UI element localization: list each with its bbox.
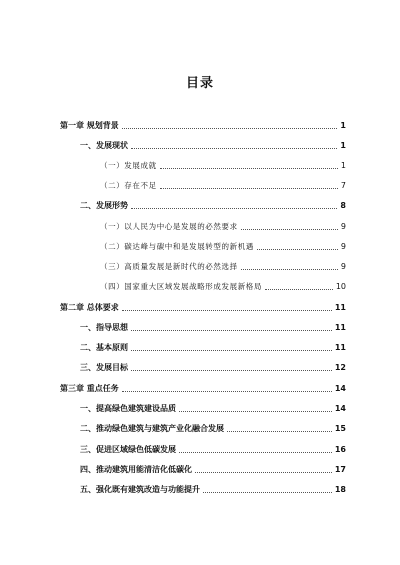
toc-dot-leader	[203, 492, 332, 493]
toc-page-number: 7	[340, 181, 346, 190]
toc-entry-label: （一）发展成就	[100, 161, 157, 170]
toc-dot-leader	[179, 452, 332, 453]
toc-entry-label: 第二章 总体要求	[60, 303, 119, 312]
toc-entry[interactable]	[80, 462, 346, 476]
toc-dot-leader	[131, 208, 337, 209]
toc-entry[interactable]	[100, 259, 346, 273]
toc-dot-leader	[131, 330, 332, 331]
toc-entry[interactable]	[80, 360, 346, 374]
toc-entry-label: 二、推动绿色建筑与建筑产业化融合发展	[80, 424, 224, 433]
toc-page-number: 1	[340, 141, 346, 150]
toc-dot-leader	[122, 310, 332, 311]
toc-entry-label: 三、促进区域绿色低碳发展	[80, 445, 176, 454]
toc-entry-label: （四）国家重大区域发展战略形成发展新格局	[100, 282, 262, 291]
toc-title: 目录	[185, 76, 214, 91]
toc-dot-leader	[122, 391, 332, 392]
toc-page-number: 17	[334, 465, 346, 474]
toc-entry[interactable]	[80, 421, 346, 435]
toc-page-number: 11	[334, 303, 346, 312]
toc-page-number: 9	[340, 262, 346, 271]
toc-entry-label: 一、提高绿色建筑建设品质	[80, 404, 176, 413]
toc-dot-leader	[265, 289, 333, 290]
toc-entry[interactable]	[80, 401, 346, 415]
toc-dot-leader	[131, 350, 332, 351]
toc-entry-label: 二、发展形势	[80, 201, 128, 210]
toc-entry[interactable]	[80, 482, 346, 496]
toc-entry-label: （二）碳达峰与碳中和是发展转型的新机遇	[100, 242, 254, 251]
toc-page-number: 12	[334, 363, 346, 372]
toc-dot-leader	[131, 148, 337, 149]
toc-entry-label: 三、发展目标	[80, 363, 128, 372]
toc-entry[interactable]	[100, 158, 346, 172]
toc-page-number: 10	[335, 282, 346, 291]
toc-dot-leader	[160, 168, 338, 169]
toc-entry[interactable]	[60, 381, 346, 395]
toc-dot-leader	[160, 188, 338, 189]
toc-page-number: 11	[334, 323, 346, 332]
toc-entry[interactable]	[80, 138, 346, 152]
toc-entry[interactable]	[100, 178, 346, 192]
toc-page-number: 8	[340, 201, 346, 210]
toc-entry[interactable]	[80, 320, 346, 334]
toc-entry[interactable]	[100, 279, 346, 293]
toc-entry[interactable]	[100, 239, 346, 253]
toc-entry-label: 四、推动建筑用能清洁化低碳化	[80, 465, 192, 474]
toc-entry-label: 二、基本原则	[80, 343, 128, 352]
toc-page-number: 1	[340, 161, 346, 170]
toc-dot-leader	[195, 472, 332, 473]
toc-entry[interactable]	[60, 300, 346, 314]
toc-page-number: 9	[340, 222, 346, 231]
toc-entry-label: （二）存在不足	[100, 181, 157, 190]
toc-dot-leader	[122, 128, 338, 129]
toc-entry-label: （三）高质量发展是新时代的必然选择	[100, 262, 238, 271]
toc-page-number: 18	[334, 485, 346, 494]
toc-entry-label: （一）以人民为中心是发展的必然要求	[100, 222, 238, 231]
toc-entry[interactable]	[80, 340, 346, 354]
toc-entry[interactable]	[60, 118, 346, 132]
toc-entry-label: 五、强化既有建筑改造与功能提升	[80, 485, 200, 494]
toc-dot-leader	[241, 269, 338, 270]
toc-page-number: 15	[334, 424, 346, 433]
toc-entry[interactable]	[100, 219, 346, 233]
toc-dot-leader	[131, 370, 332, 371]
toc-entry[interactable]	[80, 442, 346, 456]
toc-dot-leader	[257, 249, 338, 250]
toc-dot-leader	[241, 229, 338, 230]
toc-page-number: 9	[340, 242, 346, 251]
toc-dot-leader	[227, 431, 332, 432]
toc-page-number: 14	[334, 384, 346, 393]
toc-entry-label: 一、指导思想	[80, 323, 128, 332]
toc-page-number: 11	[334, 343, 346, 352]
toc-entry[interactable]	[80, 198, 346, 212]
toc-entry-label: 第一章 规划背景	[60, 121, 119, 130]
toc-page-number: 1	[340, 121, 346, 130]
toc-page-number: 16	[334, 445, 346, 454]
toc-dot-leader	[179, 411, 332, 412]
toc-page-number: 14	[334, 404, 346, 413]
toc-entry-label: 第三章 重点任务	[60, 384, 119, 393]
toc-entry-label: 一、发展现状	[80, 141, 128, 150]
